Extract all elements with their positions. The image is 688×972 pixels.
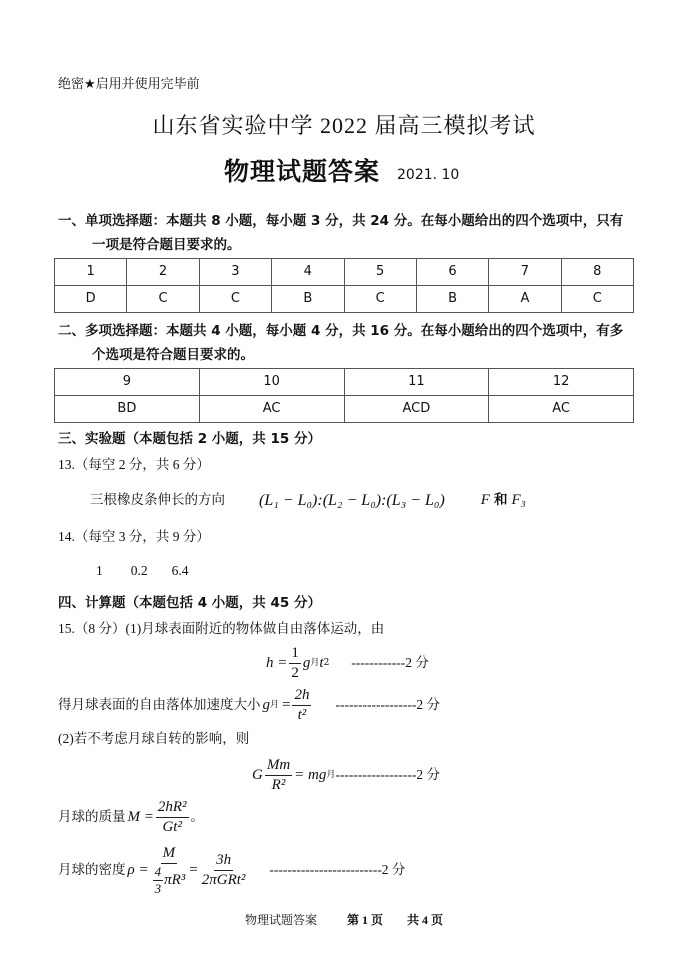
equals: =: [282, 696, 291, 713]
answer-cell: B: [416, 286, 488, 313]
numerator: Mm: [265, 757, 292, 776]
question-number: 1: [55, 259, 127, 286]
footer-total-pages: 共 4 页: [407, 913, 444, 927]
section2-heading-cont: 个选项是符合题目要求的。: [92, 347, 254, 363]
density-text: 月球的密度: [58, 862, 126, 877]
rho-lhs: ρ =: [127, 861, 149, 878]
table-row-questions: [55, 259, 634, 286]
force-f: F: [480, 491, 490, 508]
question-number: 12: [489, 369, 634, 396]
answer-cell: D: [55, 286, 127, 313]
q13-answers: [90, 488, 526, 512]
footer-page-number: 第 1 页: [346, 913, 383, 927]
q14-label: 14.（每空 3 分，共 9 分）: [58, 529, 210, 544]
and-word: 和: [493, 492, 508, 508]
answer-cell: C: [344, 286, 416, 313]
equation-acceleration-row: 得月球表面的自由落体加速度大小 g 月 = $\frac{2h}{\text{t²}}$ ------------------2 分: [58, 686, 441, 723]
score-marker: ------------2 分: [351, 655, 429, 670]
denominator: Gt²: [162, 818, 182, 835]
numerator: 4: [154, 863, 162, 879]
school-title: 山东省实验中学 2022 届高三模拟考试: [152, 113, 536, 138]
fraction-2h-t2: [292, 687, 311, 724]
table-row-questions: [55, 369, 634, 396]
single-choice-answer-table: [54, 258, 634, 313]
equation-free-fall-row: h = $\frac{1}{2}$ g 月 t 2 ------------2 分: [266, 644, 429, 681]
answer-cell: AC: [489, 396, 634, 423]
q13-answer-1: 三根橡皮条伸长的方向: [90, 492, 225, 507]
q14-answer-2: 0.2: [130, 563, 148, 578]
table-row-answers: [55, 396, 634, 423]
multi-choice-answer-table: [54, 368, 634, 423]
section1-heading-cont: 一项是符合题目要求的。: [92, 237, 241, 253]
mass-lhs: M =: [127, 808, 154, 825]
denominator: [151, 864, 188, 896]
q14-answer-3: 6.4: [171, 563, 189, 578]
q13-answer-2: (L₁ − L₀):(L₂ − L₀):(L₃ − L₀): [259, 491, 445, 509]
q14-answer-1: 1: [96, 563, 103, 578]
question-number: 9: [55, 369, 200, 396]
question-number: 6: [416, 259, 488, 286]
answer-cell: C: [561, 286, 633, 313]
question-number: 8: [561, 259, 633, 286]
question-number: 5: [344, 259, 416, 286]
doc-date: 2021. 10: [397, 167, 460, 183]
table-row-answers: [55, 286, 634, 313]
g-symbol: g: [262, 696, 270, 713]
mass-text: 月球的质量: [58, 809, 126, 824]
g-symbol: g: [302, 654, 311, 671]
fraction-Mm-R2: [265, 757, 292, 794]
denominator: R²: [271, 776, 286, 793]
answer-cell: BD: [55, 396, 200, 423]
q14-answers: [96, 561, 189, 581]
q15-label: 15.（8 分）(1)月球表面附近的物体做自由落体运动，由: [58, 621, 385, 636]
denominator: 2πGRt²: [201, 871, 246, 888]
period: 。: [190, 809, 205, 824]
score-marker: -------------------------2 分: [269, 862, 406, 877]
part2-text: (2)若不考虑月球自转的影响，则: [58, 731, 250, 746]
score-marker: ------------------2 分: [335, 767, 440, 782]
question-number: 2: [127, 259, 199, 286]
question-number: 7: [489, 259, 561, 286]
answer-cell: AC: [199, 396, 344, 423]
section2-heading: 二、多项选择题：本题共 4 小题，每小题 4 分，共 16 分。在每小题给出的四个选项中，有多: [58, 323, 624, 339]
section1-heading: 一、单项选择题：本题共 8 小题，每小题 3 分，共 24 分。在每小题给出的四个选项中，只有: [58, 213, 624, 229]
fraction-half: [289, 645, 301, 682]
numerator: 2h: [292, 687, 311, 706]
answer-cell: C: [127, 286, 199, 313]
numerator: 3h: [214, 852, 233, 871]
q13-label: 13.（每空 2 分，共 6 分）: [58, 457, 210, 472]
equals: =: [189, 861, 198, 878]
answer-cell: A: [489, 286, 561, 313]
question-number: 10: [199, 369, 344, 396]
answer-cell: B: [272, 286, 344, 313]
equation-mass-row: [58, 798, 204, 836]
fraction-mass: [156, 799, 189, 836]
section4-heading: 四、计算题（本题包括 4 小题，共 45 分）: [58, 595, 321, 611]
equation-gravity-row: G $\frac{Mm}{\text{R²}}$ = mg 月 ------------------2 分: [252, 756, 440, 793]
force-f3: F₃: [511, 491, 526, 508]
fraction-density-result: [200, 852, 248, 889]
numerator: 1: [289, 645, 301, 664]
numerator: 2hR²: [156, 799, 189, 818]
fraction-four-thirds: [153, 865, 164, 896]
answer-cell: ACD: [344, 396, 489, 423]
denominator: 2: [291, 664, 299, 681]
acceleration-text: 得月球表面的自由落体加速度大小: [58, 697, 261, 712]
fraction-M-volume: [151, 845, 188, 896]
answer-cell: C: [199, 286, 271, 313]
rhs: = mg: [294, 766, 327, 783]
question-number: 11: [344, 369, 489, 396]
section3-heading: 三、实验题（本题包括 2 小题，共 15 分）: [58, 431, 321, 447]
question-number: 3: [199, 259, 271, 286]
secret-notice: 绝密★启用并使用完毕前: [58, 77, 200, 92]
pi-R-cubed: πR³: [164, 871, 186, 888]
G-symbol: G: [252, 766, 263, 783]
numerator: M: [161, 845, 178, 864]
doc-title: 物理试题答案: [224, 157, 381, 186]
footer-doc-name: 物理试题答案: [244, 913, 317, 927]
t-symbol: t: [319, 654, 324, 671]
denominator: t²: [297, 706, 307, 723]
page-footer: [0, 912, 688, 928]
score-marker: ------------------2 分: [335, 697, 441, 712]
eq-lhs: h =: [266, 654, 288, 671]
question-number: 4: [272, 259, 344, 286]
denominator: 3: [154, 880, 162, 896]
equation-density-row: [58, 840, 405, 900]
